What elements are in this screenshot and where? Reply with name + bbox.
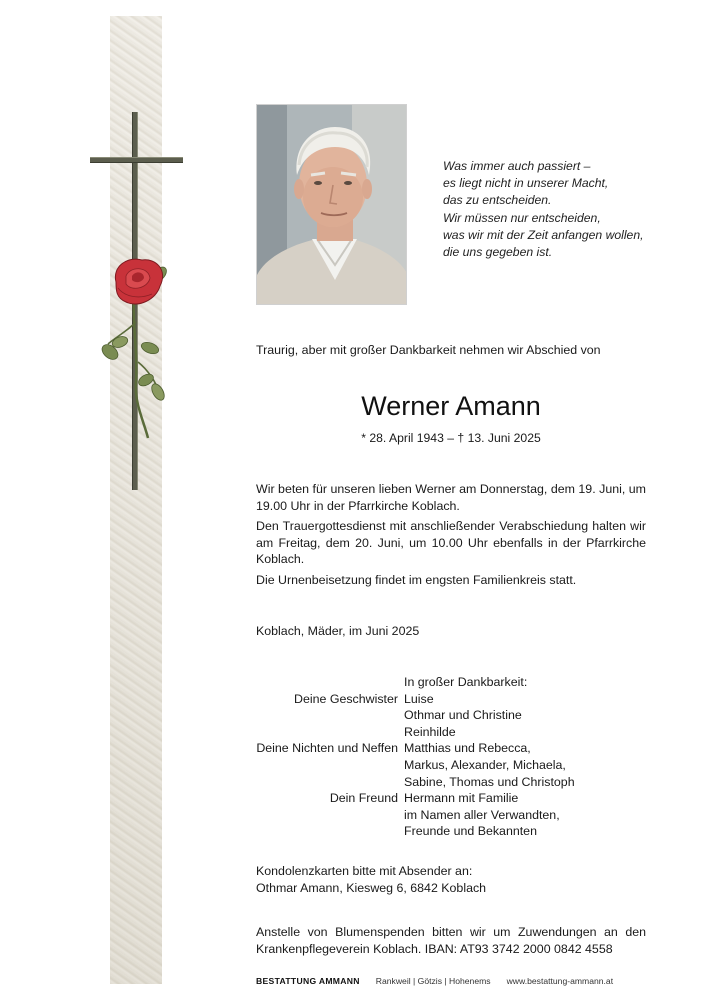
mourner-value: Othmar und Christine [404,708,522,723]
deceased-name: Werner Amann [361,391,541,421]
mourner-row [256,774,646,791]
footer-brand: BESTATTUNG AMMANN [256,976,360,986]
quote-line: das zu entscheiden. [443,193,552,208]
mourner-value: Reinhilde [404,724,456,739]
mourner-value: Sabine, Thomas und Christoph [404,774,575,789]
mourner-label [256,774,404,791]
life-dates: * 28. April 1943 – † 13. Juni 2025 [361,431,541,445]
condolence-line: Othmar Amann, Kiesweg 6, 6842 Koblach [256,880,487,895]
mourner-label: Deine Nichten und Neffen [256,741,398,756]
paragraph-burial: Die Urnenbeisetzung findet im engsten Familienkreis statt. [256,573,577,587]
intro-text: Traurig, aber mit großer Dankbarkeit nehmen wir Abschied von [256,343,601,357]
donation-note: Anstelle von Blumenspenden bitten wir um Zuwendungen an den Krankenpflegeverein Koblach. IBAN: AT93 3742 2000 0842 4558 [256,925,646,956]
quote-line: was wir mit der Zeit anfangen wollen, [443,227,644,242]
mourner-row [256,807,646,824]
portrait-icon [257,105,407,305]
mourner-label [256,807,404,824]
condolence-line: Kondolenzkarten bitte mit Absender an: [256,864,473,878]
mourner-value: Matthias und Rebecca, [404,741,531,756]
place-date: Koblach, Mäder, im Juni 2025 [256,624,420,638]
footer-locations: Rankweil | Götzis | Hohenems [375,976,491,986]
mourner-value: Hermann mit Familie [404,791,519,806]
mourner-label: Dein Freund [329,791,398,806]
cross-bar [90,157,183,163]
quote-line: es liegt nicht in unserer Macht, [443,176,609,191]
mourner-value: Luise [404,691,434,706]
paragraph-service: Den Trauergottesdienst mit anschließender Verabschiedung halten wir am Freitag, dem 20. Juni, um 10.00 Uhr ebenfalls in der Pfarrkirche Koblach. [256,519,646,567]
condolence-address [256,863,486,896]
mourner-value: Freunde und Bekannten [404,824,537,839]
mourner-row [256,674,646,691]
mourner-label: Deine Geschwister [294,691,398,706]
mourner-row [256,691,646,708]
mourner-label [256,823,404,840]
mourner-row [256,707,646,724]
quote-line: Was immer auch passiert – [443,159,591,173]
paragraph-prayer: Wir beten für unseren lieben Werner am Donnerstag, dem 19. Juni, um 19.00 Uhr in der Pfarrkirche Koblach. [256,482,646,513]
mourner-label [256,674,404,691]
mourner-row [256,724,646,741]
portrait-photo [256,104,407,305]
mourners-list [256,674,646,840]
mourner-row [256,740,646,757]
footer [256,976,613,986]
mourner-value: im Namen aller Verwandten, [404,807,560,822]
quote-line: Wir müssen nur entscheiden, [443,210,601,225]
mourner-label [256,757,404,774]
mourner-label [256,724,404,741]
memorial-quote [443,158,644,261]
footer-website[interactable]: www.bestattung-ammann.at [506,976,614,986]
mourner-row [256,790,646,807]
mourner-row [256,757,646,774]
mourner-label [256,707,404,724]
mourner-value: Markus, Alexander, Michaela, [404,757,566,772]
mourner-row [256,823,646,840]
mourner-value: In großer Dankbarkeit: [404,675,528,689]
quote-line: die uns gegeben ist. [443,245,553,260]
rose-icon [98,252,178,442]
